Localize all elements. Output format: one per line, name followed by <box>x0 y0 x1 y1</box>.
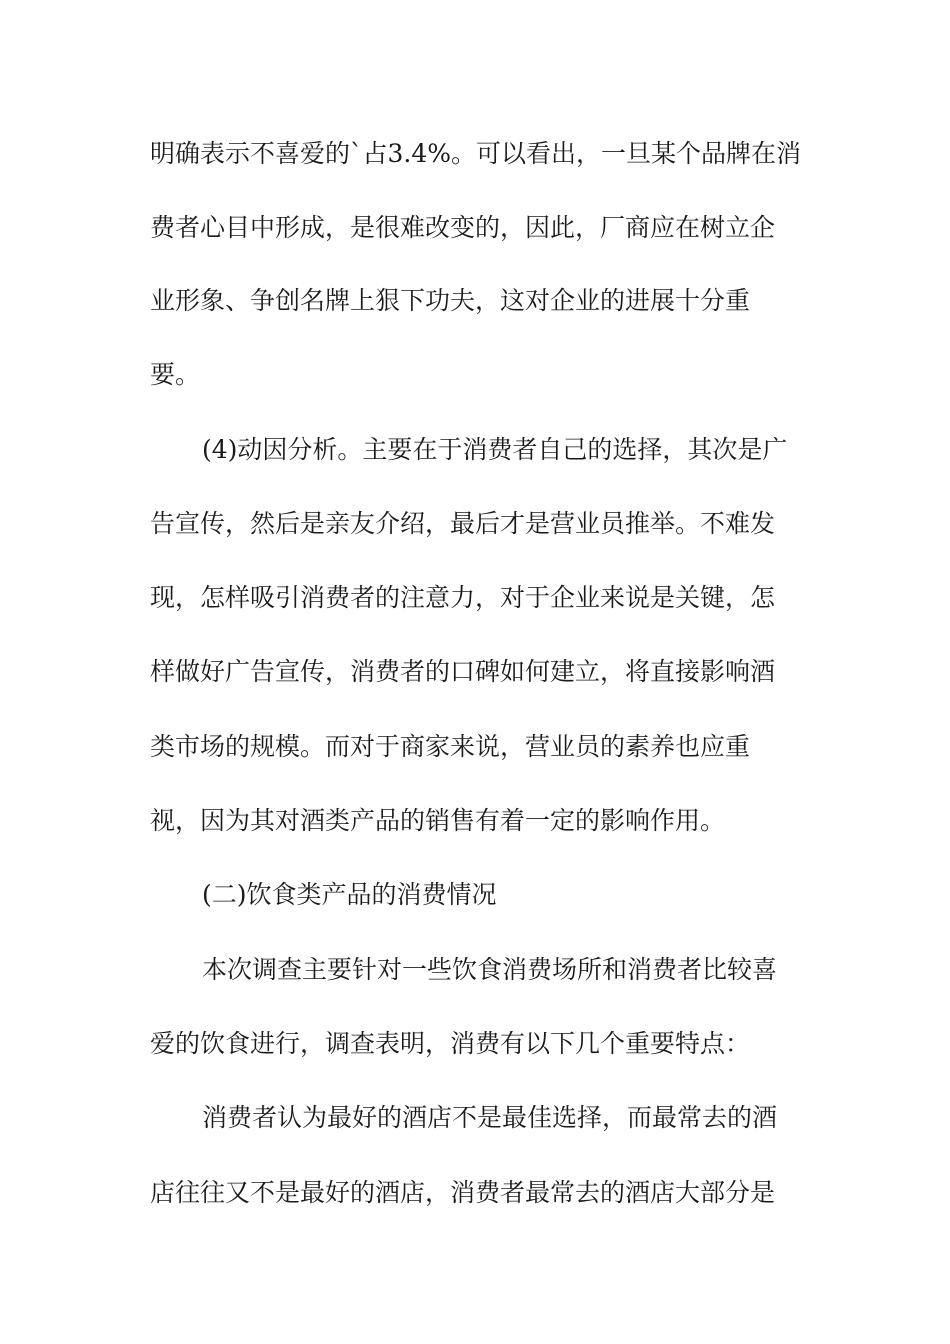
text-line: 店往往又不是最好的酒店，消费者最常去的酒店大部分是 <box>150 1178 776 1207</box>
text-line: 爱的饮食进行，调查表明，消费有以下几个重要特点： <box>150 1029 751 1058</box>
text-line: 视，因为其对酒类产品的销售有着一定的影响作用。 <box>150 806 726 835</box>
text-line: (4)动因分析。主要在于消费者自己的选择，其次是广 <box>202 435 788 464</box>
text-line: 样做好广告宣传，消费者的口碑如何建立，将直接影响酒 <box>150 657 776 686</box>
text-line: 业形象、争创名牌上狠下功夫，这对企业的进展十分重 <box>150 286 751 315</box>
section-heading-text: (二)饮食类产品的消费情况 <box>202 880 497 909</box>
text-line: 告宣传，然后是亲友介绍，最后才是营业员推举。不难发 <box>150 509 776 538</box>
text-line: 消费者认为最好的酒店不是最佳选择，而最常去的酒 <box>202 1103 778 1132</box>
text-line: 要。 <box>150 360 201 389</box>
text-line: 费者心目中形成，是很难改变的，因此，厂商应在树立企 <box>150 213 776 242</box>
text-line: 现，怎样吸引消费者的注意力，对于企业来说是关键，怎 <box>150 583 776 612</box>
text-line: 明确表示不喜爱的`占3.4%。可以看出，一旦某个品牌在消 <box>150 139 802 168</box>
text-line: 本次调查主要针对一些饮食消费场所和消费者比较喜 <box>202 955 778 984</box>
text-line: 类市场的规模。而对于商家来说，营业员的素养也应重 <box>150 732 751 761</box>
